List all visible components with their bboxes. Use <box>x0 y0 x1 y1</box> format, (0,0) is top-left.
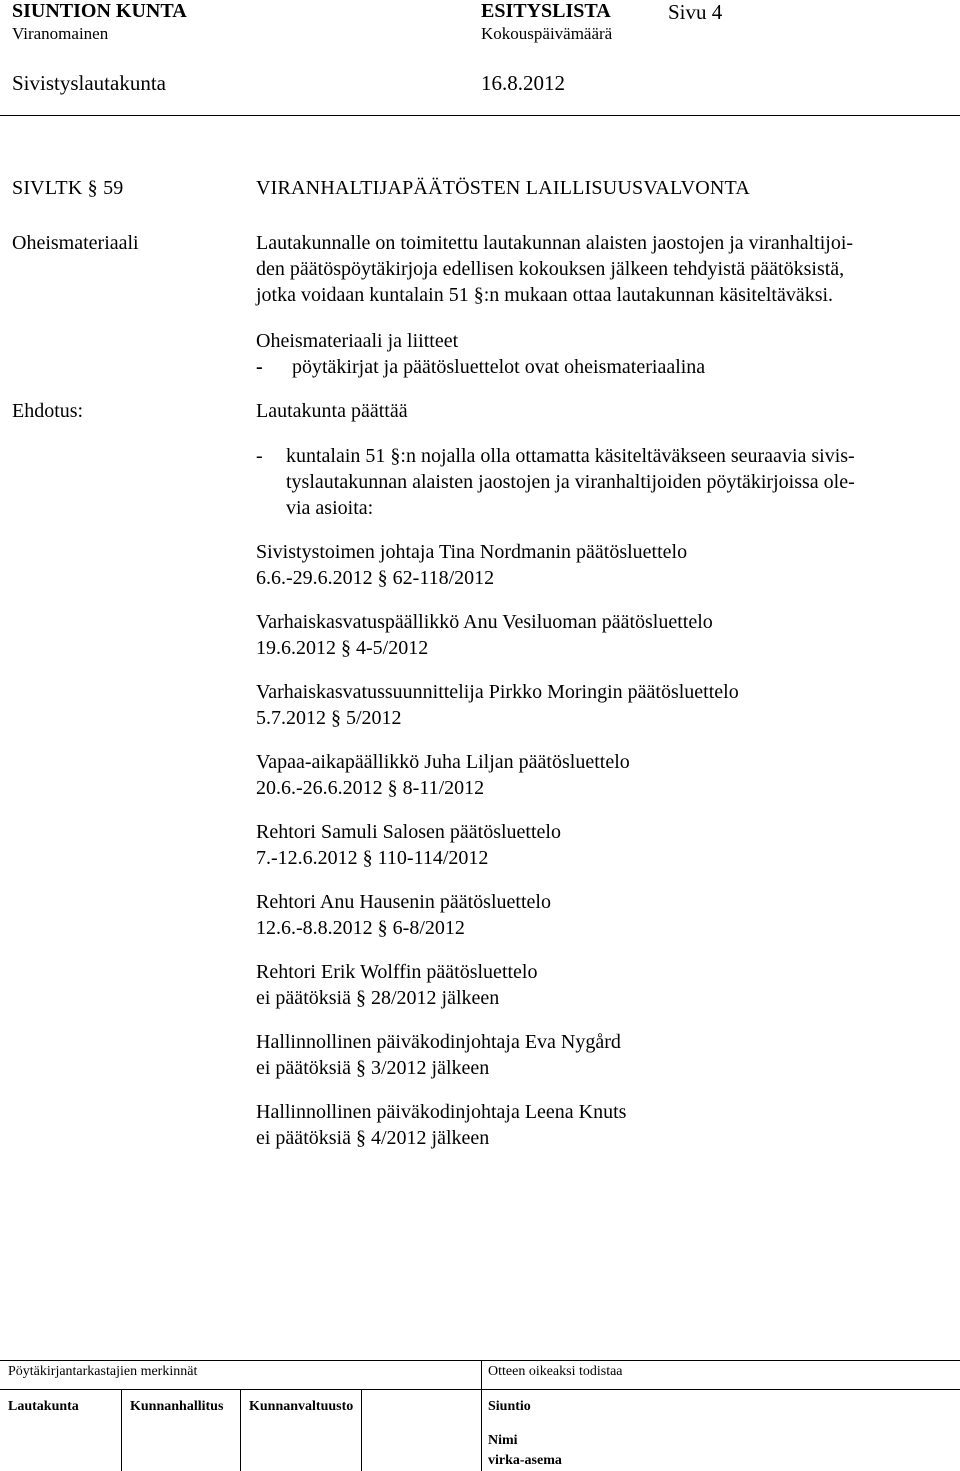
section-code: SIVLTK § 59 <box>12 177 124 199</box>
decision-list-entry <box>256 819 561 871</box>
intro-line: jotka voidaan kuntalain 51 §:n mukaan ottaa lautakunnan käsiteltäväksi. <box>256 284 834 306</box>
decision-text <box>286 443 855 521</box>
decision-line: kuntalain 51 §:n nojalla olla ottamatta käsiteltäväkseen seuraavia sivis- <box>286 445 855 467</box>
entry-title: Sivistystoimen johtaja Tina Nordmanin päätösluettelo <box>256 541 688 563</box>
footer-mid-divider <box>0 1389 960 1390</box>
entry-detail: ei päätöksiä § 28/2012 jälkeen <box>256 987 500 1009</box>
footer-council-label: Kunnanvaltuusto <box>249 1399 354 1414</box>
entry-title: Vapaa-aikapäällikkö Juha Liljan päätösluettelo <box>256 751 630 773</box>
decision-list-entry <box>256 959 537 1011</box>
entry-title: Rehtori Erik Wolffin päätösluettelo <box>256 961 538 983</box>
footer-name-label: Nimi <box>488 1433 518 1448</box>
footer-col-divider <box>121 1389 122 1471</box>
decision-line: tyslautakunnan alaisten jaostojen ja viranhaltijoiden pöytäkirjoissa ole- <box>286 471 855 493</box>
entry-title: Hallinnollinen päiväkodinjohtaja Eva Nygård <box>256 1031 621 1053</box>
section-title: VIRANHALTIJAPÄÄTÖSTEN LAILLISUUSVALVONTA <box>256 177 750 199</box>
certification-label: Otteen oikeaksi todistaa <box>488 1364 623 1379</box>
materials-label: Oheismateriaali <box>12 232 139 254</box>
decision-line: via asioita: <box>286 497 374 519</box>
footer-position-label: virka-asema <box>488 1453 562 1468</box>
entry-title: Varhaiskasvatuspäällikkö Anu Vesiluoman päätösluettelo <box>256 611 713 633</box>
organization-name: SIUNTION KUNTA <box>12 0 187 22</box>
intro-line: Lautakunnalle on toimitettu lautakunnan alaisten jaostojen ja viranhaltijoi- <box>256 232 854 254</box>
decision-list-entry <box>256 679 739 731</box>
entry-title: Rehtori Samuli Salosen päätösluettelo <box>256 821 561 843</box>
footer-col-divider <box>240 1389 241 1471</box>
entry-title: Rehtori Anu Hausenin päätösluettelo <box>256 891 551 913</box>
footer-center-divider <box>481 1360 482 1471</box>
attachment-item: pöytäkirjat ja päätösluettelot ovat oheismateriaalina <box>292 356 706 378</box>
intro-paragraph <box>256 230 853 308</box>
proposal-label: Ehdotus: <box>12 400 84 422</box>
footer-place-label: Siuntio <box>488 1399 531 1414</box>
page-number: Sivu 4 <box>668 0 723 24</box>
meeting-date-label: Kokouspäivämäärä <box>481 24 613 43</box>
footer-col-divider <box>361 1389 362 1471</box>
decision-list-entry <box>256 609 713 661</box>
entry-detail: 19.6.2012 § 4-5/2012 <box>256 637 429 659</box>
entry-detail: 20.6.-26.6.2012 § 8-11/2012 <box>256 777 485 799</box>
footer-top-divider <box>0 1360 960 1361</box>
decision-dash: - <box>256 445 263 467</box>
authority-label: Viranomainen <box>12 24 109 43</box>
decision-list-entry <box>256 539 687 591</box>
entry-detail: 7.-12.6.2012 § 110-114/2012 <box>256 847 489 869</box>
decision-list-entry <box>256 889 551 941</box>
entry-detail: 5.7.2012 § 5/2012 <box>256 707 402 729</box>
entry-title: Varhaiskasvatussuunnittelija Pirkko Moringin päätösluettelo <box>256 681 739 703</box>
committee-name: Sivistyslautakunta <box>12 71 166 95</box>
footer-municipal-board-label: Kunnanhallitus <box>130 1399 224 1414</box>
attachment-bullet: - <box>256 356 263 378</box>
decision-list-entry <box>256 749 630 801</box>
header-divider <box>0 115 960 116</box>
decision-heading: Lautakunta päättää <box>256 400 408 422</box>
decision-list-entry <box>256 1029 621 1081</box>
entry-title: Hallinnollinen päiväkodinjohtaja Leena Knuts <box>256 1101 627 1123</box>
entry-detail: 12.6.-8.8.2012 § 6-8/2012 <box>256 917 465 939</box>
meeting-date: 16.8.2012 <box>481 71 565 95</box>
attachments-heading: Oheismateriaali ja liitteet <box>256 330 459 352</box>
entry-detail: ei päätöksiä § 4/2012 jälkeen <box>256 1127 490 1149</box>
entry-detail: ei päätöksiä § 3/2012 jälkeen <box>256 1057 490 1079</box>
decision-list-entry <box>256 1099 626 1151</box>
entry-detail: 6.6.-29.6.2012 § 62-118/2012 <box>256 567 495 589</box>
checkers-notes-label: Pöytäkirjantarkastajien merkinnät <box>8 1364 198 1379</box>
intro-line: den päätöspöytäkirjoja edellisen kokouksen jälkeen tehdyistä päätöksistä, <box>256 258 845 280</box>
footer-board-label: Lautakunta <box>8 1399 79 1414</box>
document-type: ESITYSLISTA <box>481 0 611 22</box>
